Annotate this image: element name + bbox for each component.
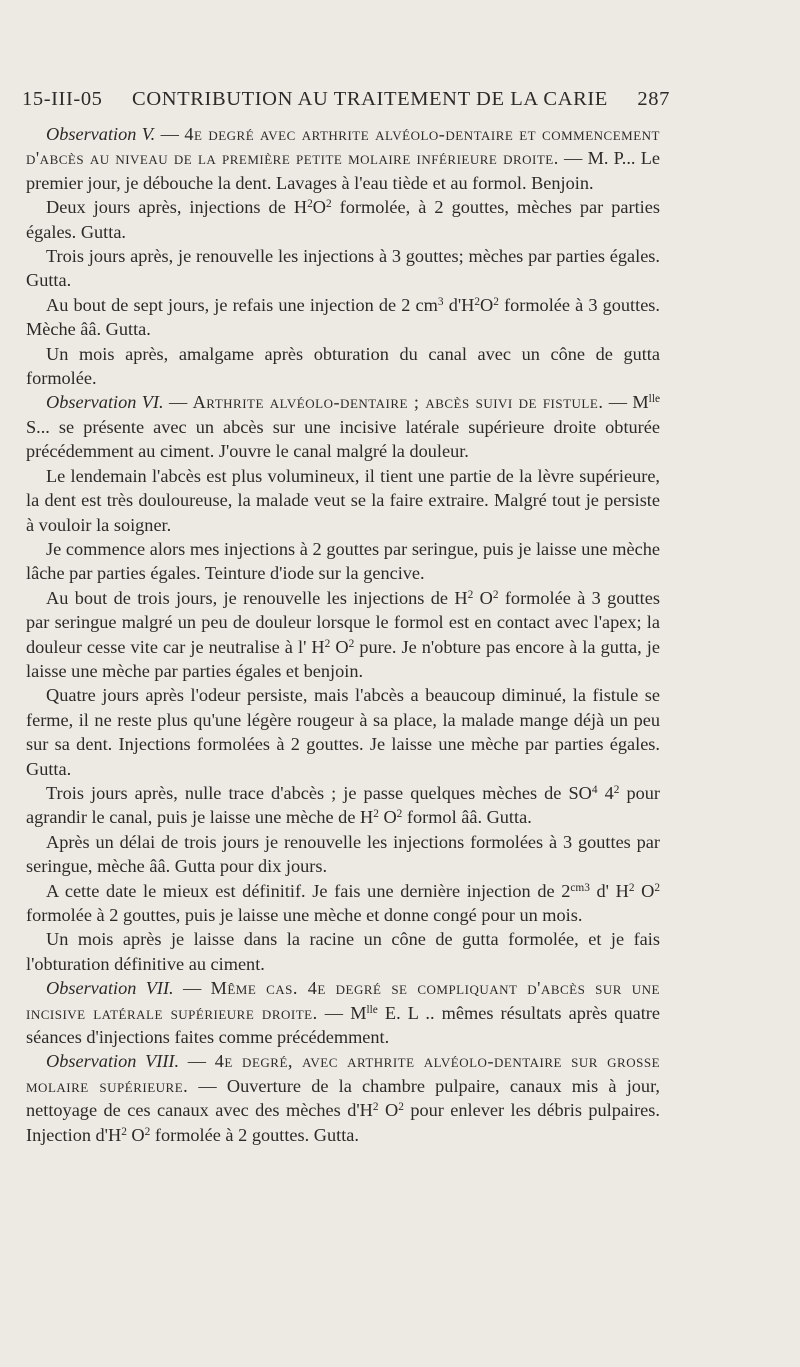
obs6-paragraph-5: Quatre jours après l'odeur persiste, mais l'abcès a beaucoup diminué, la fistule se ferme, il ne reste plus qu'une légère rougeur à sa place, la malade mange déjà un peu sur sa dent. Injections formolées à 2 gouttes. Je laisse une mèche par parties égales. Gutta. — [26, 685, 660, 779]
obs6-paragraph-8: A cette date le mieux est définitif. Je fais une dernière injection de $2^{cm3}$ d' $H^2$ $O^2$ formolée à 2 gouttes, puis je laisse une mèche et donne congé pour un mois. — [26, 880, 660, 925]
obs5-paragraph-5: Un mois après, amalgame après obturation du canal avec un cône de gutta formolée. — [26, 343, 660, 389]
header-title: CONTRIBUTION AU TRAITEMENT DE LA CARIE — [132, 88, 608, 110]
obs7-label: Observation VII. — [46, 978, 174, 999]
running-header — [22, 88, 670, 111]
obs5-paragraph-4: Au bout de sept jours, je refais une injection de 2 $cm^3$ $d'H^2O^2$ formolée à 3 gouttes. Mèche ââ. Gutta. — [26, 294, 660, 340]
obs7-paragraph: Observation VII. — Même cas. 4e degré se compliquant d'abcès sur une incisive latérale supérieure droite. — $M^{lle}$ E. L .. mêmes résultats après quatre séances d'injections faites comme précédemment. — [26, 978, 660, 1048]
page-body — [26, 122, 660, 1147]
obs8-paragraph: Observation VIII. — 4e degré, avec arthrite alvéolo-dentaire sur grosse molaire supérieure. — Ouverture de la chambre pulpaire, canaux mis à jour, nettoyage de ces canaux avec des mèches $d'H^2$ $O^2$ pour enlever les débris pulpaires. Injection $d'H^2$ $O^2$ formolée à 2 gouttes. Gutta. — [26, 1051, 661, 1145]
obs7-heading: Même cas. 4e degré se compliquant d'abcès sur une incisive latérale supérieure droite. — [26, 978, 660, 1023]
obs5-label: Observation V. — [46, 124, 156, 144]
obs5-heading: 4e degré avec arthrite alvéolo-dentaire et commencement d'abcès au niveau de la première petite molaire inférieure droite. — [26, 124, 660, 169]
obs6-paragraph: Observation VI. — Arthrite alvéolo-dentaire ; abcès suivi de fistule. — $M^{lle}$ S... se présente avec un abcès sur une incisive latérale supérieure droite obturée précédemment au ciment. J'ouvre le canal malgré la douleur. — [26, 392, 660, 462]
obs6-label: Observation VI. — [46, 392, 164, 413]
obs5-paragraph: Observation V. — 4e degré avec arthrite alvéolo-dentaire et commencement d'abcès au niveau de la première petite molaire inférieure droite. — M. P... Le premier jour, je débouche la dent. Lavages à l'eau tiède et au formol. Benjoin. — [26, 124, 660, 193]
obs6-paragraph-3: Je commence alors mes injections à 2 gouttes par seringue, puis je laisse une mèche lâche par parties égales. Teinture d'iode sur la gencive. — [26, 538, 660, 584]
obs5-paragraph-3: Trois jours après, je renouvelle les injections à 3 gouttes; mèches par parties égales. Gutta. — [26, 246, 660, 291]
obs6-heading: Arthrite alvéolo-dentaire ; abcès suivi de fistule. — [192, 392, 604, 413]
obs6-paragraph-2: Le lendemain l'abcès est plus volumineux, il tient une partie de la lèvre supérieure, la dent est très douloureuse, la malade veut se la faire extraire. Malgré tout je persiste à vouloir la soigner. — [26, 465, 660, 535]
obs6-paragraph-9: Un mois après je laisse dans la racine un cône de gutta formolée, et je fais l'obturation définitive au ciment. — [26, 929, 660, 974]
obs6-paragraph-6: Trois jours après, nulle trace d'abcès ; je passe quelques mèches de $SO^4$ $4^2$ pour agrandir le canal, puis je laisse une mèche de $H^2$ $O^2$ formol ââ. Gutta. — [26, 782, 660, 828]
obs8-heading: 4e degré, avec arthrite alvéolo-dentaire sur grosse molaire supérieure. — [26, 1051, 661, 1096]
obs6-paragraph-4: Au bout de trois jours, je renouvelle les injections de $H^2$ $O^2$ formolée à 3 gouttes par seringue malgré un peu de douleur lorsque le formol est en contact avec l'apex; la douleur cesse vite car je neutralise à l' $H^2$ $O^2$ pure. Je n'obture pas encore à la gutta, je laisse une mèche par parties égales et benjoin. — [26, 587, 660, 681]
page-number: 287 — [637, 88, 670, 110]
obs6-paragraph-7: Après un délai de trois jours je renouvelle les injections formolées à 3 gouttes par seringue, mèche ââ. Gutta pour dix jours. — [26, 831, 660, 877]
obs8-label: Observation VIII. — [46, 1051, 180, 1072]
header-date: 15-III-05 — [22, 88, 103, 110]
obs5-paragraph-2: Deux jours après, injections de $H^2O^2$ formolée, à 2 gouttes, mèches par parties égales. Gutta. — [26, 197, 660, 242]
